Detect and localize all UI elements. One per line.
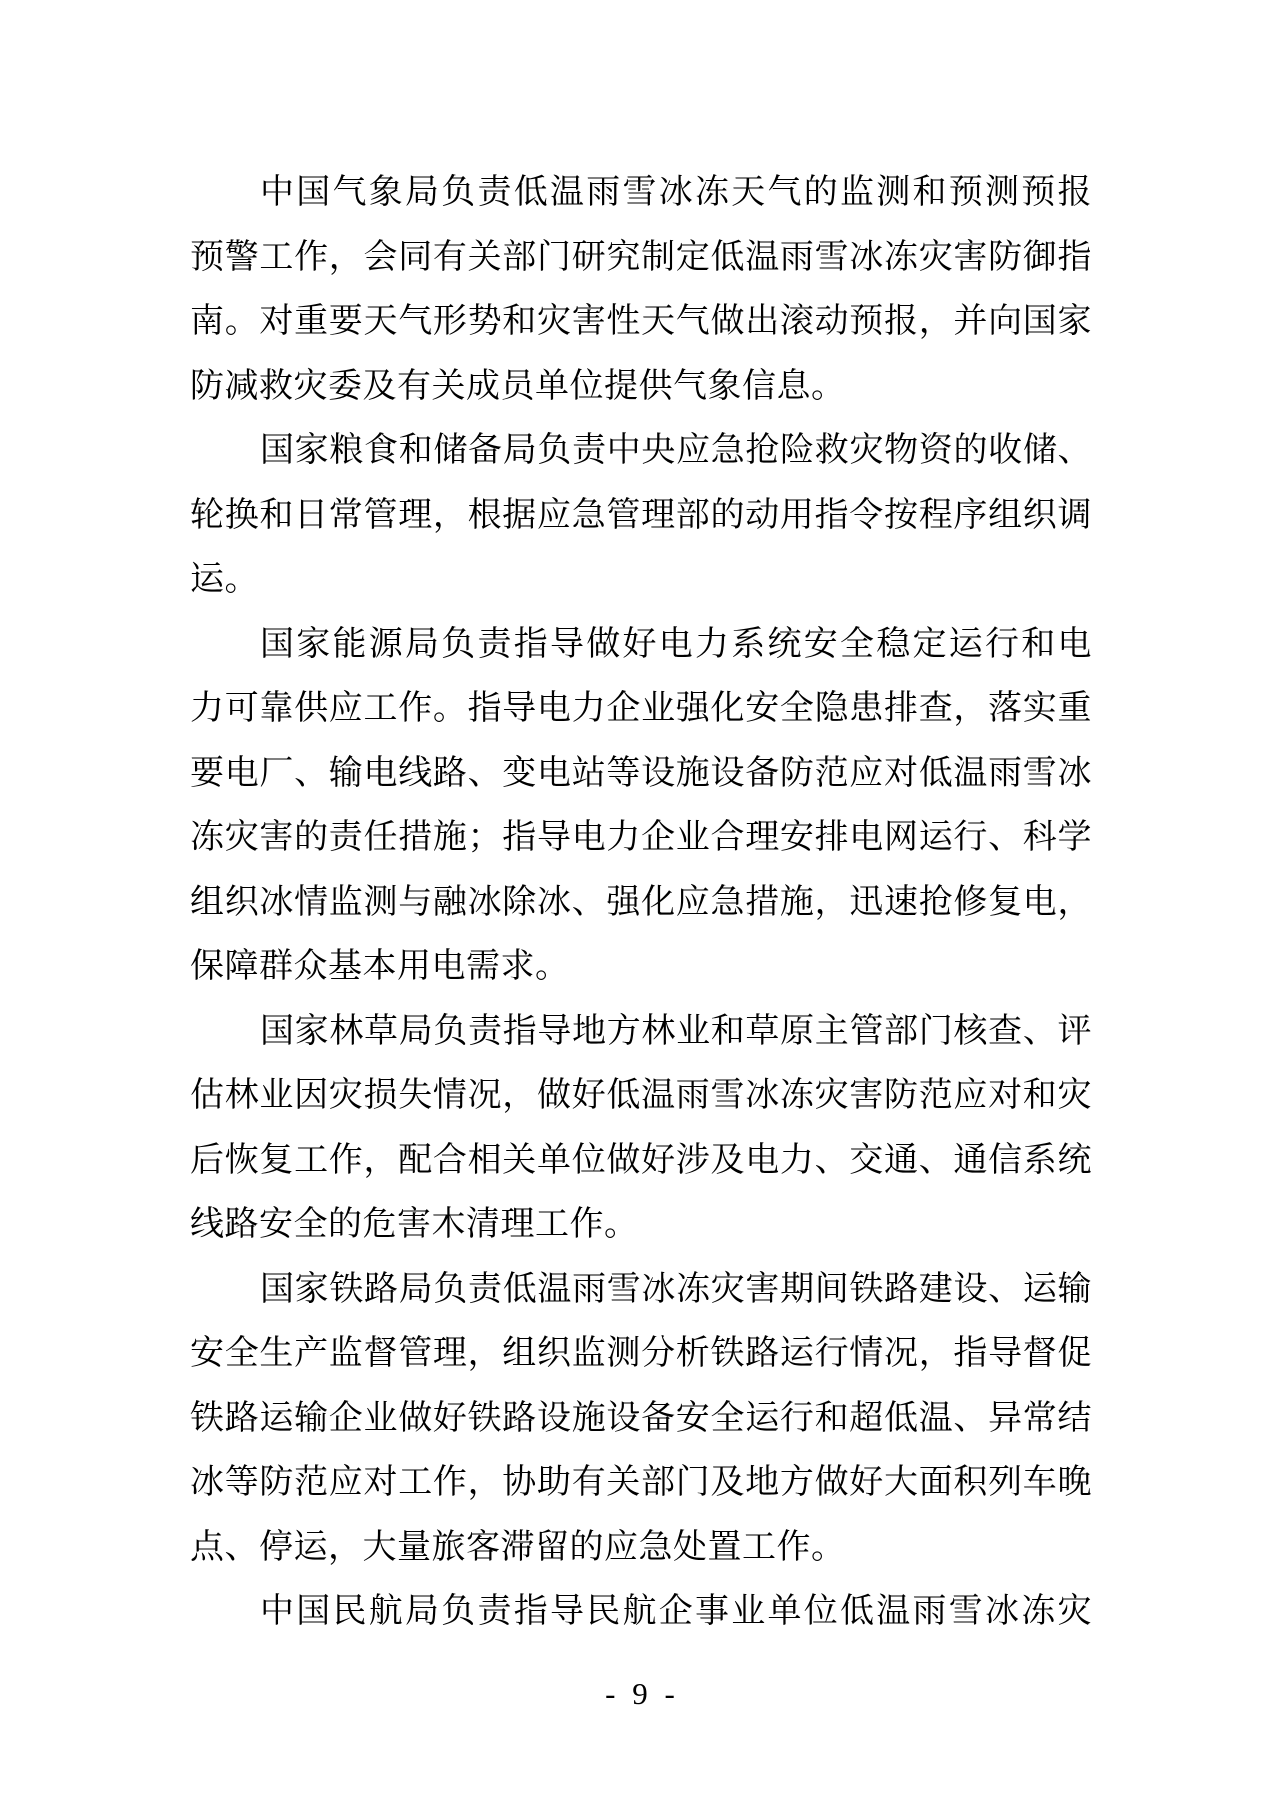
page-number: - 9 - — [605, 1676, 675, 1711]
text-line: 冻灾害的责任措施；指导电力企业合理安排电网运行、科学 — [190, 818, 1092, 856]
text-line: 中国气象局负责低温雨雪冰冻天气的监测和预测预报 — [260, 173, 1092, 211]
paragraph — [190, 1579, 1092, 1644]
text-line: 点、停运，大量旅客滞留的应急处置工作。 — [190, 1527, 846, 1566]
text-line: 国家粮食和储备局负责中央应急抢险救灾物资的收储、 — [260, 431, 1092, 469]
paragraph — [190, 160, 1092, 418]
text-line: 要电厂、输电线路、变电站等设施设备防范应对低温雨雪冰 — [190, 753, 1092, 792]
document-body — [190, 160, 1092, 1644]
text-line: 冰等防范应对工作，协助有关部门及地方做好大面积列车晚 — [190, 1463, 1092, 1501]
text-line: 国家能源局负责指导做好电力系统安全稳定运行和电 — [260, 624, 1092, 663]
text-line: 运。 — [190, 560, 259, 598]
paragraph — [190, 999, 1092, 1257]
text-line: 国家林草局负责指导地方林业和草原主管部门核查、评 — [260, 1011, 1092, 1050]
text-line: 组织冰情监测与融冰除冰、强化应急措施，迅速抢修复电， — [190, 882, 1092, 921]
text-line: 防减救灾委及有关成员单位提供气象信息。 — [190, 366, 846, 405]
text-line: 轮换和日常管理，根据应急管理部的动用指令按程序组织调 — [190, 495, 1092, 534]
paragraph — [190, 418, 1092, 612]
text-line: 国家铁路局负责低温雨雪冰冻灾害期间铁路建设、运输 — [260, 1269, 1092, 1308]
text-line: 预警工作，会同有关部门研究制定低温雨雪冰冻灾害防御指 — [190, 237, 1092, 276]
text-line: 安全生产监督管理，组织监测分析铁路运行情况，指导督促 — [190, 1334, 1092, 1372]
text-line: 线路安全的危害木清理工作。 — [190, 1205, 639, 1243]
text-line: 中国民航局负责指导民航企事业单位低温雨雪冰冻灾 — [260, 1592, 1092, 1630]
text-line: 力可靠供应工作。指导电力企业强化安全隐患排查，落实重 — [190, 689, 1092, 727]
text-line: 估林业因灾损失情况，做好低温雨雪冰冻灾害防范应对和灾 — [190, 1076, 1092, 1114]
paragraph — [190, 1257, 1092, 1580]
text-line: 铁路运输企业做好铁路设施设备安全运行和超低温、异常结 — [190, 1398, 1092, 1437]
text-line: 保障群众基本用电需求。 — [190, 947, 570, 985]
paragraph — [190, 612, 1092, 999]
text-line: 南。对重要天气形势和灾害性天气做出滚动预报，并向国家 — [190, 302, 1092, 340]
text-line: 后恢复工作，配合相关单位做好涉及电力、交通、通信系统 — [190, 1140, 1092, 1179]
